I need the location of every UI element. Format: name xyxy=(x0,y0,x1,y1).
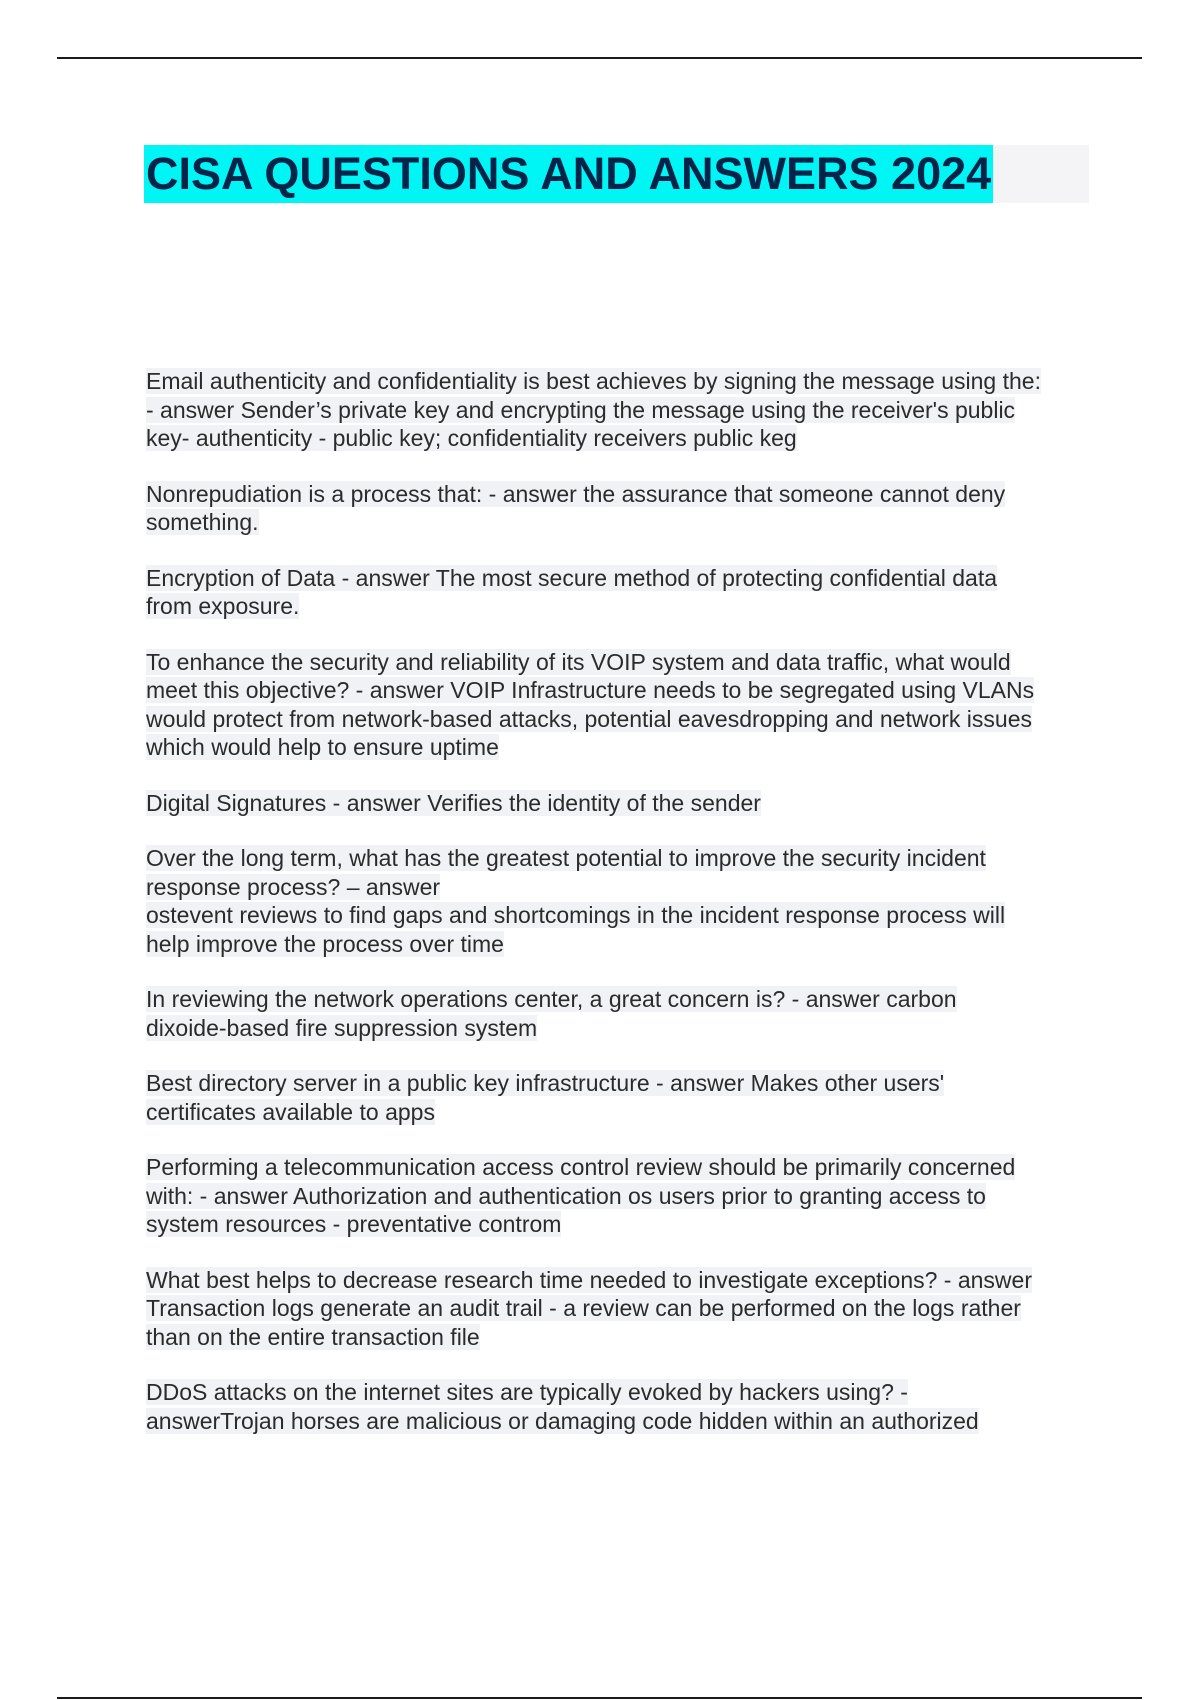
qa-line: Over the long term, what has the greatest potential to improve the security incident xyxy=(146,845,986,871)
qa-line: which would help to ensure uptime xyxy=(146,734,499,760)
qa-line: answerTrojan horses are malicious or damaging code hidden within an authorized xyxy=(146,1407,979,1434)
qa-item xyxy=(146,1266,1096,1352)
qa-line-row xyxy=(146,733,1096,762)
qa-item xyxy=(146,1378,1096,1435)
qa-line: Digital Signatures - answer Verifies the identity of the sender xyxy=(146,789,761,816)
qa-line-row xyxy=(146,789,1096,818)
qa-line-row xyxy=(146,676,1096,705)
qa-line: ostevent reviews to find gaps and shortcomings in the incident response process will xyxy=(146,902,1006,928)
qa-line-row xyxy=(146,930,1096,959)
qa-line-row xyxy=(146,1407,1096,1436)
qa-line: certificates available to apps xyxy=(146,1098,435,1125)
qa-line: Nonrepudiation is a process that: - answer the assurance that someone cannot deny xyxy=(146,480,1006,507)
qa-line: system resources - preventative controm xyxy=(146,1211,562,1237)
qa-item xyxy=(146,564,1096,621)
qa-line: than on the entire transaction file xyxy=(146,1323,480,1350)
qa-line-row xyxy=(146,844,1096,873)
qa-line: - answer Sender’s private key and encrypting the message using the receiver's public xyxy=(146,396,1016,423)
qa-line-row xyxy=(146,1210,1096,1239)
qa-line: DDoS attacks on the internet sites are typically evoked by hackers using? - xyxy=(146,1379,908,1405)
qa-line: Email authenticity and confidentiality is best achieves by signing the message using the: xyxy=(146,368,1041,394)
qa-line-row xyxy=(146,508,1096,537)
qa-line: something. xyxy=(146,509,259,535)
qa-item xyxy=(146,1153,1096,1239)
qa-line-row xyxy=(146,424,1096,453)
qa-item xyxy=(146,985,1096,1042)
qa-line: Encryption of Data - answer The most secure method of protecting confidential data xyxy=(146,564,998,591)
qa-line: with: - answer Authorization and authentication os users prior to granting access to xyxy=(146,1182,986,1209)
qa-list xyxy=(146,367,1096,1462)
qa-line-row xyxy=(146,648,1096,677)
qa-line-row xyxy=(146,564,1096,593)
qa-item xyxy=(146,648,1096,762)
qa-line-row xyxy=(146,1098,1096,1127)
qa-item xyxy=(146,480,1096,537)
qa-line-row xyxy=(146,1323,1096,1352)
qa-line: Transaction logs generate an audit trail - a review can be performed on the logs rather xyxy=(146,1295,1021,1321)
qa-line: from exposure. xyxy=(146,593,300,619)
qa-item xyxy=(146,367,1096,453)
qa-line: Performing a telecommunication access control review should be primarily concerned xyxy=(146,1154,1016,1180)
qa-line: meet this objective? - answer VOIP Infrastructure needs to be segregated using VLANs xyxy=(146,677,1035,703)
qa-item xyxy=(146,789,1096,818)
qa-line-row xyxy=(146,1069,1096,1098)
title-block xyxy=(144,145,1089,203)
qa-line: response process? – answer xyxy=(146,873,441,900)
qa-line-row xyxy=(146,705,1096,734)
qa-line-row xyxy=(146,1153,1096,1182)
qa-line-row xyxy=(146,901,1096,930)
qa-line-row xyxy=(146,985,1096,1014)
qa-item xyxy=(146,844,1096,958)
page-title: CISA QUESTIONS AND ANSWERS 2024 xyxy=(144,145,993,203)
qa-line: In reviewing the network operations center, a great concern is? - answer carbon xyxy=(146,986,957,1012)
qa-line-row xyxy=(146,1378,1096,1407)
qa-line-row xyxy=(146,1182,1096,1211)
qa-line-row xyxy=(146,592,1096,621)
qa-line: What best helps to decrease research time needed to investigate exceptions? - answer xyxy=(146,1266,1032,1293)
qa-line-row xyxy=(146,873,1096,902)
bottom-rule xyxy=(57,1697,1142,1699)
top-rule xyxy=(57,57,1142,59)
qa-line: help improve the process over time xyxy=(146,930,504,957)
qa-line-row xyxy=(146,480,1096,509)
qa-line: would protect from network-based attacks, potential eavesdropping and network issues xyxy=(146,705,1032,732)
qa-line-row xyxy=(146,367,1096,396)
qa-line: key- authenticity - public key; confidentiality receivers public keg xyxy=(146,425,797,451)
qa-line-row xyxy=(146,396,1096,425)
qa-line: To enhance the security and reliability of its VOIP system and data traffic, what would xyxy=(146,648,1011,675)
qa-line: Best directory server in a public key infrastructure - answer Makes other users' xyxy=(146,1070,945,1096)
qa-line-row xyxy=(146,1266,1096,1295)
qa-line: dixoide-based fire suppression system xyxy=(146,1014,538,1041)
qa-item xyxy=(146,1069,1096,1126)
qa-line-row xyxy=(146,1294,1096,1323)
qa-line-row xyxy=(146,1014,1096,1043)
